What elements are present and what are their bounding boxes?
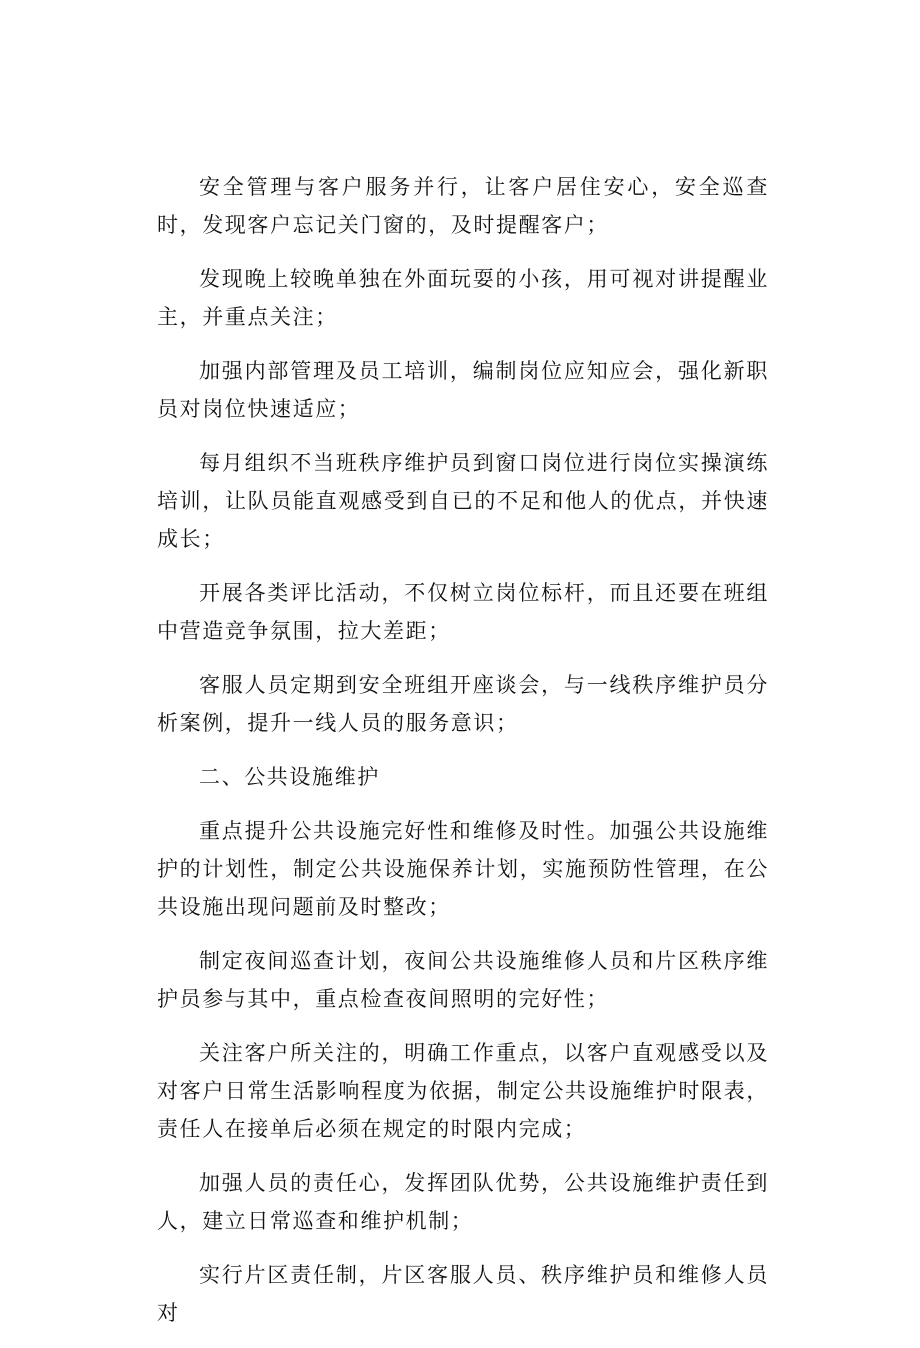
paragraph-time-limit: 关注客户所关注的，明确工作重点，以客户直观感受以及对客户日常生活影响程度为依据，制定公共设施维护时限表，责任人在接单后必须在规定的时限内完成； [157,1041,769,1141]
paragraph-case-discussion: 客服人员定期到安全班组开座谈会，与一线秩序维护员分析案例，提升一线人员的服务意识； [157,673,769,735]
paragraph-appraisal: 开展各类评比活动，不仅树立岗位标杆，而且还要在班组中营造竞争氛围，拉大差距； [157,581,769,643]
paragraph-night-inspection: 制定夜间巡查计划，夜间公共设施维修人员和片区秩序维护员参与其中，重点检查夜间照明的完好性； [157,949,769,1011]
section-heading-facility-maintenance: 二、公共设施维护 [199,765,380,789]
paragraph-children-alert: 发现晚上较晚单独在外面玩耍的小孩，用可视对讲提醒业主，并重点关注； [157,267,769,329]
paragraph-facility-plan: 重点提升公共设施完好性和维修及时性。加强公共设施维护的计划性，制定公共设施保养计划，实施预防性管理，在公共设施出现问题前及时整改； [157,819,769,919]
document-page [157,168,769,1348]
paragraph-zone-system: 实行片区责任制，片区客服人员、秩序维护员和维修人员对 [157,1263,769,1325]
paragraph-responsibility: 加强人员的责任心，发挥团队优势，公共设施维护责任到人，建立日常巡查和维护机制； [157,1171,769,1233]
paragraph-staff-training: 加强内部管理及员工培训，编制岗位应知应会，强化新职员对岗位快速适应； [157,359,769,421]
paragraph-security-service: 安全管理与客户服务并行，让客户居住安心，安全巡查时，发现客户忘记关门窗的，及时提醒客户； [157,175,769,237]
paragraph-monthly-drill: 每月组织不当班秩序维护员到窗口岗位进行岗位实操演练培训，让队员能直观感受到自已的不足和他人的优点，并快速成长； [157,451,769,551]
